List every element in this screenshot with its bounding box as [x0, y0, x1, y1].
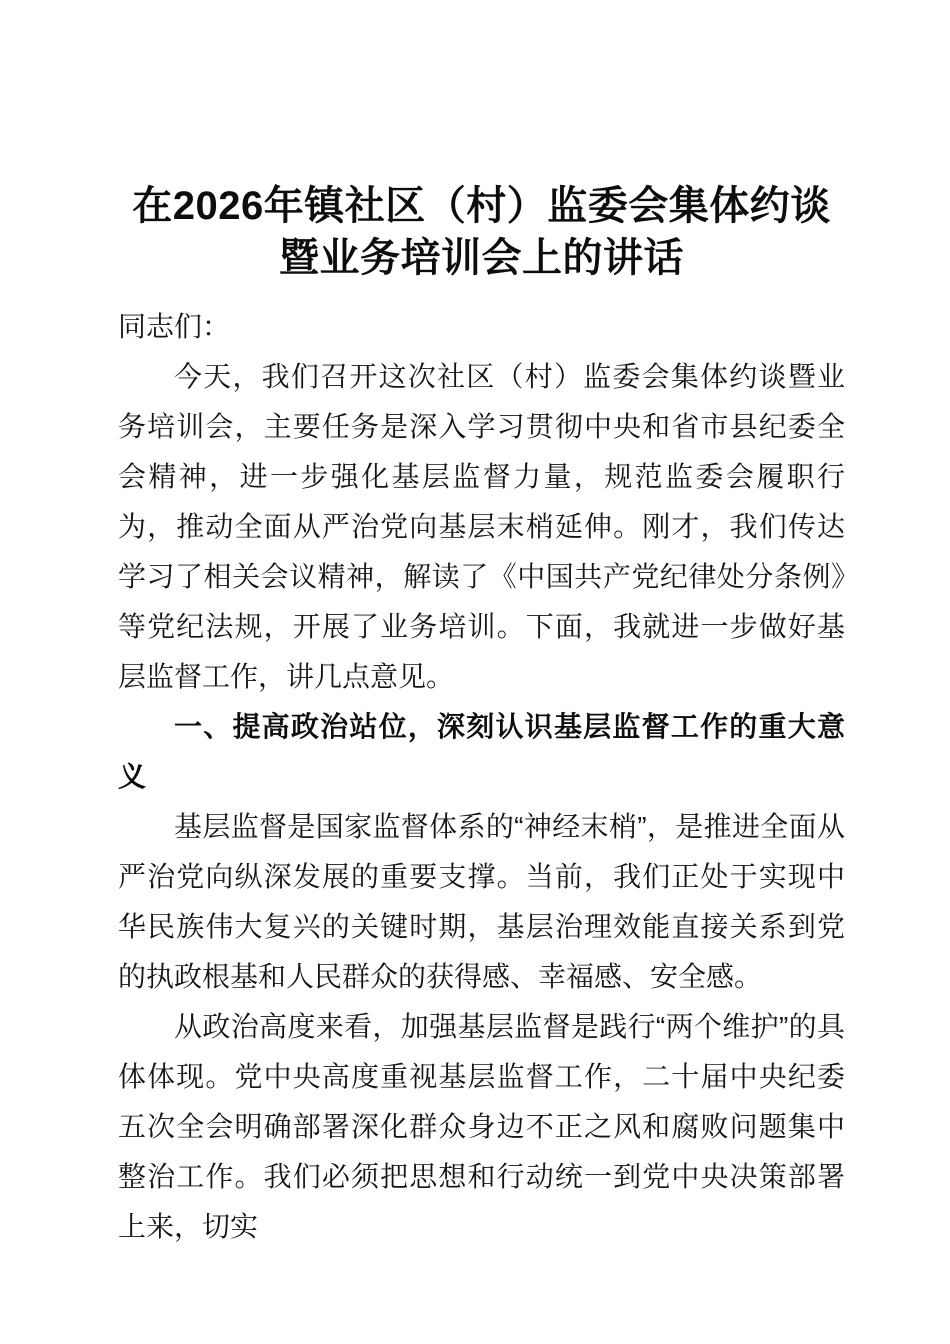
salutation: 同志们：	[118, 311, 231, 342]
section-heading-1: 一、提高政治站位，深刻认识基层监督工作的重大意义	[118, 711, 845, 792]
paragraph-section1-political-height: 从政治高度来看，加强基层监督是践行“两个维护”的具体体现。党中央高度重视基层监督工作，二十届中央纪委五次全会明确部署深化群众身边不正之风和腐败问题集中整治工作。我们必须把思想和行动统一到党中央决策部署上来，切实	[118, 1011, 845, 1242]
paragraph-section1-significance: 基层监督是国家监督体系的“神经末梢”，是推进全面从严治党向纵深发展的重要支撑。当前，我们正处于实现中华民族伟大复兴的关键时期，基层治理效能直接关系到党的执政根基和人民群众的获得感、幸福感、安全感。	[118, 811, 845, 992]
document-title: 在2026年镇社区（村）监委会集体约谈暨业务培训会上的讲话	[132, 184, 831, 280]
paragraph-opening: 今天，我们召开这次社区（村）监委会集体约谈暨业务培训会，主要任务是深入学习贯彻中央和省市县纪委全会精神，进一步强化基层监督力量，规范监委会履职行为，推动全面从严治党向基层末梢延伸。刚才，我们传达学习了相关会议精神，解读了《中国共产党纪律处分条例》等党纪法规，开展了业务培训。下面，我就进一步做好基层监督工作，讲几点意见。	[118, 361, 845, 692]
